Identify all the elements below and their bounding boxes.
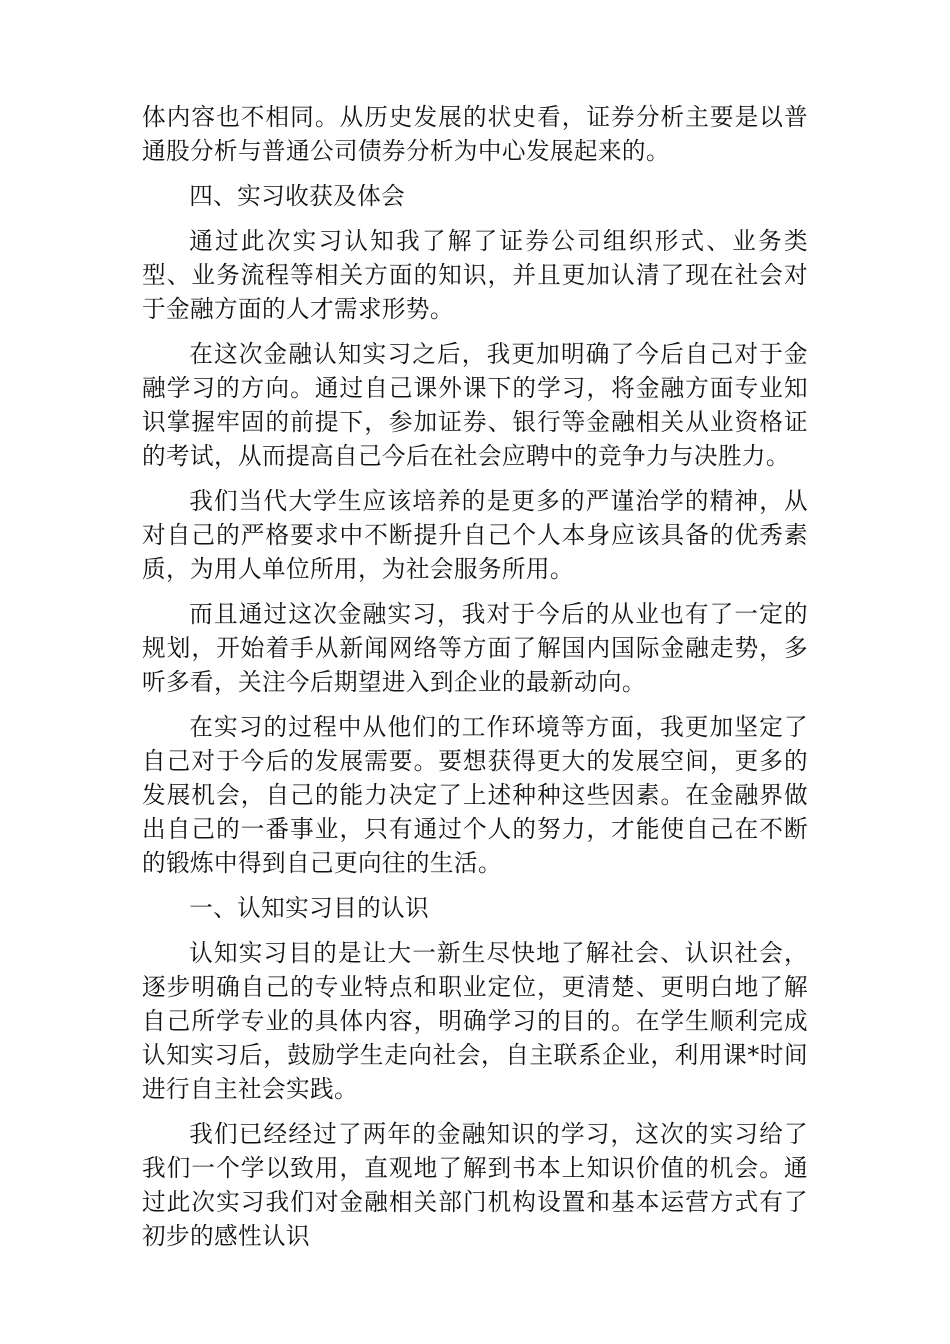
section-heading-purpose: 一、认知实习目的认识 (189, 894, 430, 922)
paragraph: 通过此次实习认知我了解了证券公司组织形式、业务类型、业务流程等相关方面的知识，并且更加认清了现在社会对于金融方面的人才需求形势。 (142, 227, 808, 323)
paragraph: 我们已经经过了两年的金融知识的学习，这次的实习给了我们一个学以致用，直观地了解到书本上知识价值的机会。通过此次实习我们对金融相关部门机构设置和基本运营方式有了初步的感性认识 (142, 1120, 808, 1250)
paragraph: 认知实习目的是让大一新生尽快地了解社会、认识社会，逐步明确自己的专业特点和职业定位，更清楚、更明白地了解自己所学专业的具体内容，明确学习的目的。在学生顺利完成认知实习后，鼓励学生走向社会，自主联系企业，利用课*时间进行自主社会实践。 (142, 939, 808, 1103)
paragraph: 我们当代大学生应该培养的是更多的严谨治学的精神，从对自己的严格要求中不断提升自己个人本身应该具备的优秀素质，为用人单位所用，为社会服务所用。 (142, 487, 808, 583)
section-heading-gains: 四、实习收获及体会 (189, 182, 406, 210)
paragraph: 在实习的过程中从他们的工作环境等方面，我更加坚定了自己对于今后的发展需要。要想获得更大的发展空间，更多的发展机会，自己的能力决定了上述种种这些因素。在金融界做出自己的一番事业，只有通过个人的努力，才能使自己在不断的锻炼中得到自己更向往的生活。 (142, 713, 808, 877)
paragraph: 而且通过这次金融实习，我对于今后的从业也有了一定的规划，开始着手从新闻网络等方面了解国内国际金融走势，多听多看，关注今后期望进入到企业的最新动向。 (142, 600, 808, 696)
paragraph-continued: 体内容也不相同。从历史发展的状史看，证券分析主要是以普通股分析与普通公司债券分析为中心发展起来的。 (142, 103, 808, 165)
paragraph: 在这次金融认知实习之后，我更加明确了今后自己对于金融学习的方向。通过自己课外课下的学习，将金融方面专业知识掌握牢固的前提下，参加证券、银行等金融相关从业资格证的考试，从而提高自己今后在社会应聘中的竞争力与决胜力。 (142, 340, 808, 470)
